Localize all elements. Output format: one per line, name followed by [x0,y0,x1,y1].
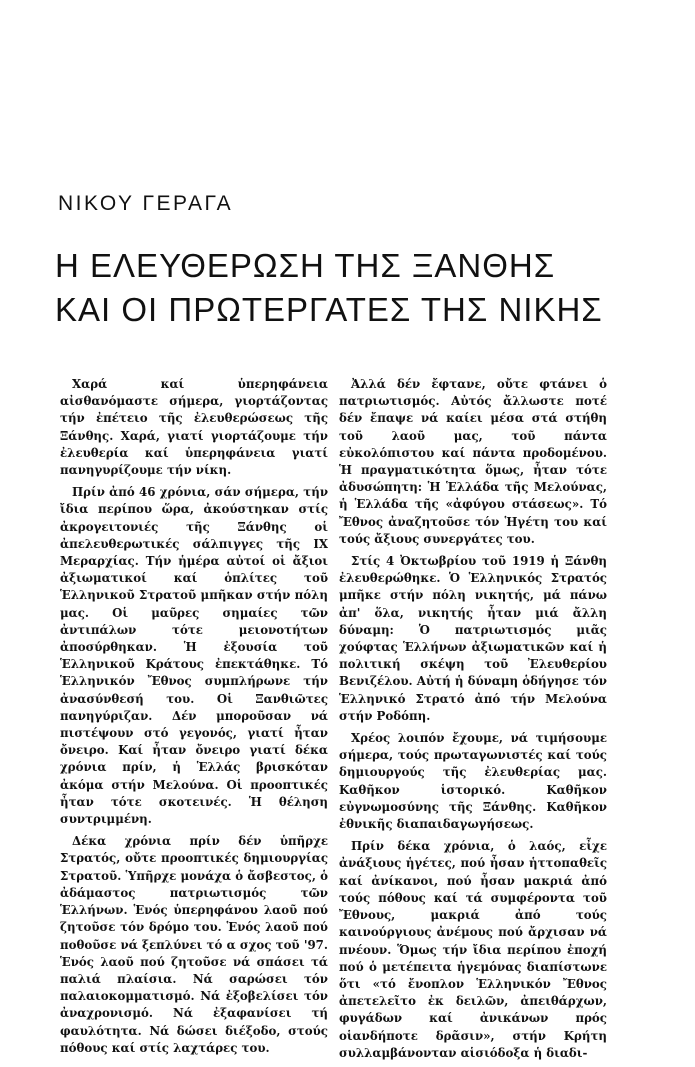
right-column [339,376,607,1067]
article-title [55,244,655,332]
paragraph: Χαρά καί ὑπερηφάνεια αἰσθανόμαστε σήμερα, γιορτάζοντας τήν ἐπέτειο τῆς ἐλευθερώσεως τῆς Ξάνθης. Χαρά, γιατί γιορτάζουμε τήν ἐλευθερία καί ὑπερηφάνεια γιατί πανηγυρίζουμε τήν νίκη. [60,377,328,478]
paragraph: Χρέος λοιπόν ἔχουμε, νά τιμήσουμε σήμερα, τούς πρωταγωνιστές καί τούς δημιουργούς τῆς ἐλευθερίας μας. Καθῆκον ἱστορικό. Καθῆκον εὐγνωμοσύνης τῆς Ξάνθης. Καθῆκον ἐθνικῆς διαπαιδαγωγήσεως. [339,731,607,832]
paragraph: Ἀλλά δέν ἔφτανε, οὔτε φτάνει ὁ πατριωτισμός. Αὐτός ἄλλωστε ποτέ δέν ἔπαψε νά καίει μέσα στά στήθη τοῦ λαοῦ μας, τοῦ πάντα εὐκολόπιστου καί πάντα προδομένου. Ἡ πραγματικότητα ὅμως, ἦταν τότε ἀδυσώπητη: Ἡ Ἑλλάδα τῆς Μελούνας, ἡ Ἑλλάδα τῆς «ἀφύγου στάσεως». Τό Ἔθνος ἀναζητοῦσε τόν Ἡγέτη του καί τούς ἄξιους συνεργάτες του. [339,377,607,546]
author-name: ΝΙΚΟΥ ΓΕΡΑΓΑ [58,192,234,215]
paragraph: Δέκα χρόνια πρίν δέν ὑπῆρχε Στρατός, οὔτε προοπτικές δημιουργίας Στρατοῦ. Ὑπῆρχε μονάχα ὁ ἄσβεστος, ὁ ἀδάμαστος πατριωτισμός τῶν Ἑλλήνων. Ἑνός ὑπερηφάνου λαοῦ πού ζητοῦσε τόν δρόμο του. Ἑνός λαοῦ πού ποθοῦσε νά ξεπλύνει τό α σχος τοῦ '97. Ἑνός λαοῦ πού ζητοῦσε νά σπάσει τά παλιά πλαίσια. Νά σαρώσει τόν παλαιοκομματισμό. Νά ἐξοβελίσει τόν ἀναχρονισμό. Νά ἐξαφανίσει τή φαυλότητα. Νά δώσει διέξοδο, στούς πόθους καί στίς λαχτάρες του. [60,834,328,1055]
paragraph: Στίς 4 Ὀκτωβρίου τοῦ 1919 ἡ Ξάνθη ἐλευθερώθηκε. Ὁ Ἑλληνικός Στρατός μπῆκε στήν πόλη νικητής, μά πάνω ἀπ' ὅλα, νικητής ἦταν μιά ἄλλη δύναμη: Ὁ πατριωτισμός μιᾶς χούφτας Ἑλλήνων ἀξιωματικῶν καί ἡ πολιτική σκέψη τοῦ Ἐλευθερίου Βενιζέλου. Αὐτή ἡ δύναμη ὁδήγησε τόν Ἑλληνικό Στρατό ἀπό τήν Μελούνα στήν Ροδόπη. [339,554,607,723]
left-column [60,376,328,1062]
title-line-1: Η ΕΛΕΥΘΕΡΩΣΗ ΤΗΣ ΞΑΝΘΗΣ [55,247,556,284]
paragraph: Πρίν δέκα χρόνια, ὁ λαός, εἶχε ἀνάξιους ἡγέτες, πού ἦσαν ἡττοπαθεῖς καί ἀνίκανοι, πού ἦσαν μακριά ἀπό τούς πόθους καί τά συμφέροντα τοῦ Ἔθνους, μακριά ἀπό τούς καινούργιους ἀνέμους πού ἄρχισαν νά πνέουν. Ὅμως τήν ἴδια περίπου ἐποχή πού ὁ μετέπειτα ἡγεμόνας διαπίστωνε ὅτι «τό ἔνοπλον Ἑλληνικόν Ἔθνος ἀπετελεῖτο ἐκ δειλῶν, ἀπειθάρχων, φυγάδων καί ἀνικάνων πρός οἱανδήποτε δρᾶσιν», στήν Κρήτη συλλαμβάνονταν αἱσιόδοξα ἡ διαδι- [339,839,607,1060]
title-line-2: ΚΑΙ ΟΙ ΠΡΩΤΕΡΓΑΤΕΣ ΤΗΣ ΝΙΚΗΣ [55,291,603,328]
paragraph: Πρίν ἀπό 46 χρόνια, σάν σήμερα, τήν ἴδια περίπου ὥρα, ἀκούστηκαν στίς ἀκρογειτονιές τῆς Ξάνθης οἱ ἀπελευθερωτικές σάλπιγγες τῆς ΙΧ Μεραρχίας. Τήν ἡμέρα αὐτοί οἱ ἄξιοι ἀξιωματικοί καί ὁπλίτες τοῦ Ἑλληνικοῦ Στρατοῦ μπῆκαν στήν πόλη μας. Οἱ μαῦρες σημαίες τῶν ἀντιπάλων τότε μειονοτήτων ἀποσύρθηκαν. Ἡ ἐξουσία τοῦ Ἑλληνικοῦ Κράτους ἐπεκτάθηκε. Τό Ἑλληνικόν Ἔθνος συμπλήρωνε τήν ἀνασύνθεσή του. Οἱ Ξανθιῶτες πανηγύριζαν. Δέν μποροῦσαν νά πιστέψουν στό γεγονός, γιατί ἦταν ὄνειρο. Καί ἦταν ὄνειρο γιατί δέκα χρόνια πρίν, ἡ Ἑλλάς βρισκόταν ἀκόμα στήν Μελούνα. Οἱ προοπτικές ἦταν τότε σκοτεινές. Ἡ θέληση συντριμμένη. [60,485,328,827]
